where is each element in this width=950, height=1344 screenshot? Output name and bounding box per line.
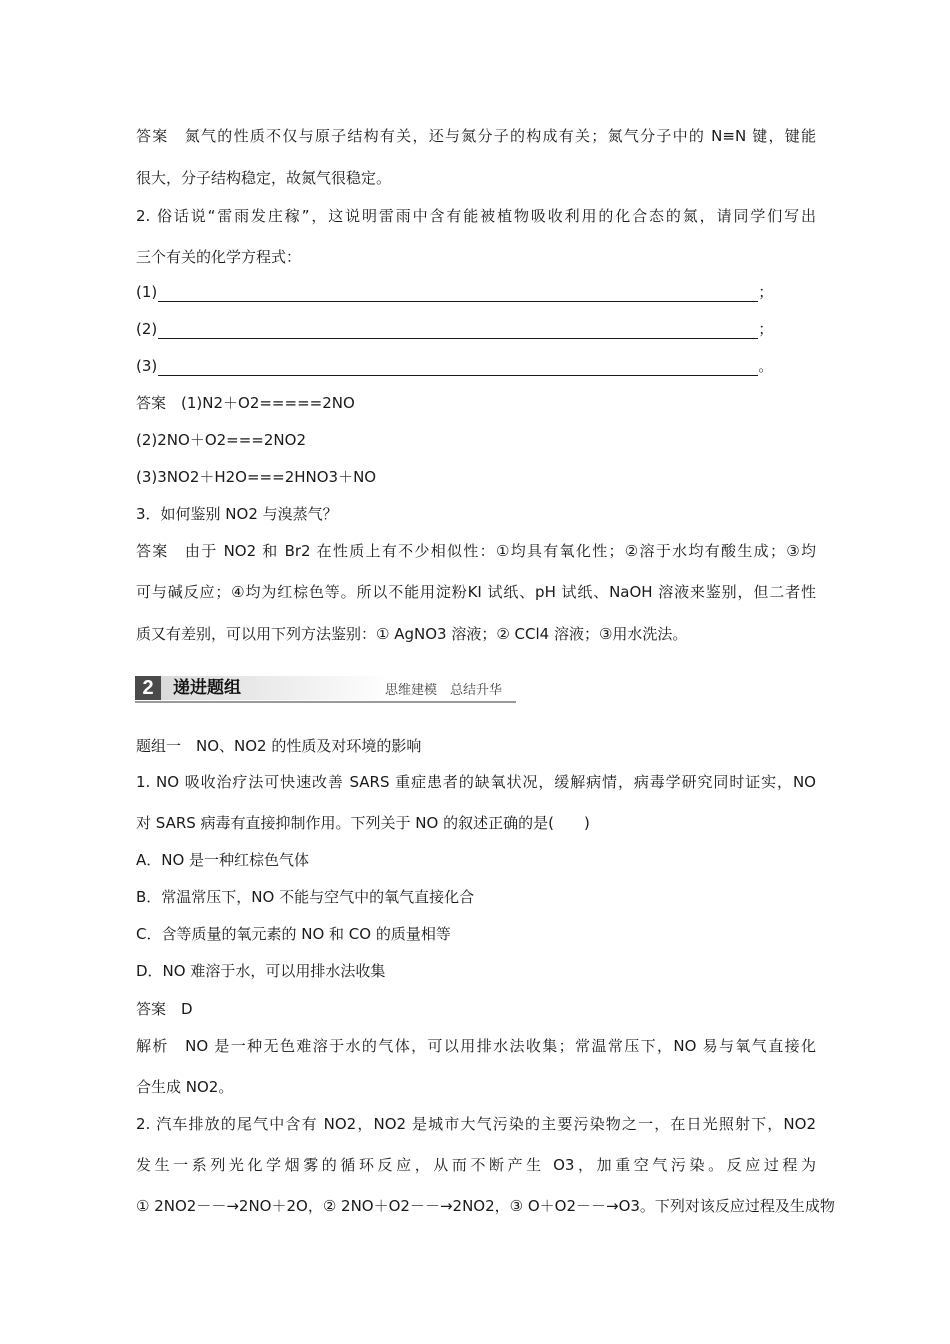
option-c: C．含等质量的氧元素的 NO 和 CO 的质量相等 <box>136 925 451 943</box>
banner-rule <box>135 701 516 703</box>
question-2-line-1: 2. 俗话说“雷雨发庄稼”，这说明雷雨中含有能被植物吸收利用的化合态的氮，请同学们写出 <box>136 207 816 225</box>
option-d: D．NO 难溶于水，可以用排水法收集 <box>136 962 386 980</box>
answer-3-line-1: 答案 由于 NO2 和 Br2 在性质上有不少相似性：①均具有氧化性；②溶于水均有酸生成；③均 <box>136 542 816 560</box>
blank-line-3[interactable] <box>158 361 758 376</box>
blank-row-3 <box>136 356 816 376</box>
problem-1-line-2: 对 SARS 病毒有直接抑制作用。下列关于 NO 的叙述正确的是( ) <box>136 814 590 832</box>
blank-end-3: 。 <box>758 357 774 375</box>
blank-end-1: ； <box>758 283 774 301</box>
blank-label-3: (3) <box>136 357 158 375</box>
answer-1-line-1: 答案 氮气的性质不仅与原子结构有关，还与氮分子的构成有关；氮气分子中的 N≡N 键，键能 <box>136 127 816 145</box>
answer-2-line-3: (3)3NO2＋H2O===2HNO3＋NO <box>136 468 377 486</box>
answer-3-line-3: 质又有差别，可以用下列方法鉴别：① AgNO3 溶液；② CCl4 溶液；③用水洗法。 <box>136 625 688 643</box>
problem-2-line-3: ① 2NO2－－→2NO＋2O，② 2NO＋O2－－→2NO2，③ O＋O2－－→O3。下列对该反应过程及生成物 <box>136 1197 835 1215</box>
banner-title: 递进题组 <box>173 678 241 698</box>
problem-2-line-2: 发生一系列光化学烟雾的循环反应，从而不断产生 O3，加重空气污染。反应过程为 <box>136 1156 816 1174</box>
answer-2-line-1: 答案 (1)N2＋O2=====2NO <box>136 394 355 412</box>
blank-label-1: (1) <box>136 283 158 301</box>
answer-3-line-2: 可与碱反应；④均为红棕色等。所以不能用淀粉KI 试纸、pH 试纸、NaOH 溶液来鉴别，但二者性 <box>136 583 816 601</box>
blank-label-2: (2) <box>136 320 158 338</box>
banner-subtitle: 思维建模 总结升华 <box>385 683 503 698</box>
blank-line-2[interactable] <box>158 324 758 339</box>
question-2-line-2: 三个有关的化学方程式： <box>136 248 302 266</box>
option-b: B．常温常压下，NO 不能与空气中的氧气直接化合 <box>136 888 475 906</box>
explanation-1-line-2: 合生成 NO2。 <box>136 1078 234 1096</box>
answer-2-line-2: (2)2NO＋O2===2NO2 <box>136 431 306 449</box>
section-banner <box>135 674 516 704</box>
group-heading: 题组一 NO、NO2 的性质及对环境的影响 <box>136 737 422 755</box>
explanation-1-line-1: 解析 NO 是一种无色难溶于水的气体，可以用排水法收集；常温常压下，NO 易与氧气直接化 <box>136 1037 816 1055</box>
answer-1-line-2: 很大，分子结构稳定，故氮气很稳定。 <box>136 169 392 187</box>
problem-1-line-1: 1. NO 吸收治疗法可快速改善 SARS 重症患者的缺氧状况，缓解病情，病毒学研究同时证实，NO <box>136 773 816 791</box>
question-3: 3．如何鉴别 NO2 与溴蒸气？ <box>136 505 338 523</box>
blank-row-2 <box>136 319 816 339</box>
blank-end-2: ； <box>758 320 774 338</box>
option-a: A．NO 是一种红棕色气体 <box>136 851 310 869</box>
blank-row-1 <box>136 282 816 302</box>
problem-2-line-1: 2. 汽车排放的尾气中含有 NO2，NO2 是城市大气污染的主要污染物之一，在日光照射下，NO2 <box>136 1115 816 1133</box>
blank-line-1[interactable] <box>158 287 758 302</box>
banner-number: 2 <box>135 676 161 700</box>
answer-problem-1: 答案 D <box>136 1000 193 1018</box>
